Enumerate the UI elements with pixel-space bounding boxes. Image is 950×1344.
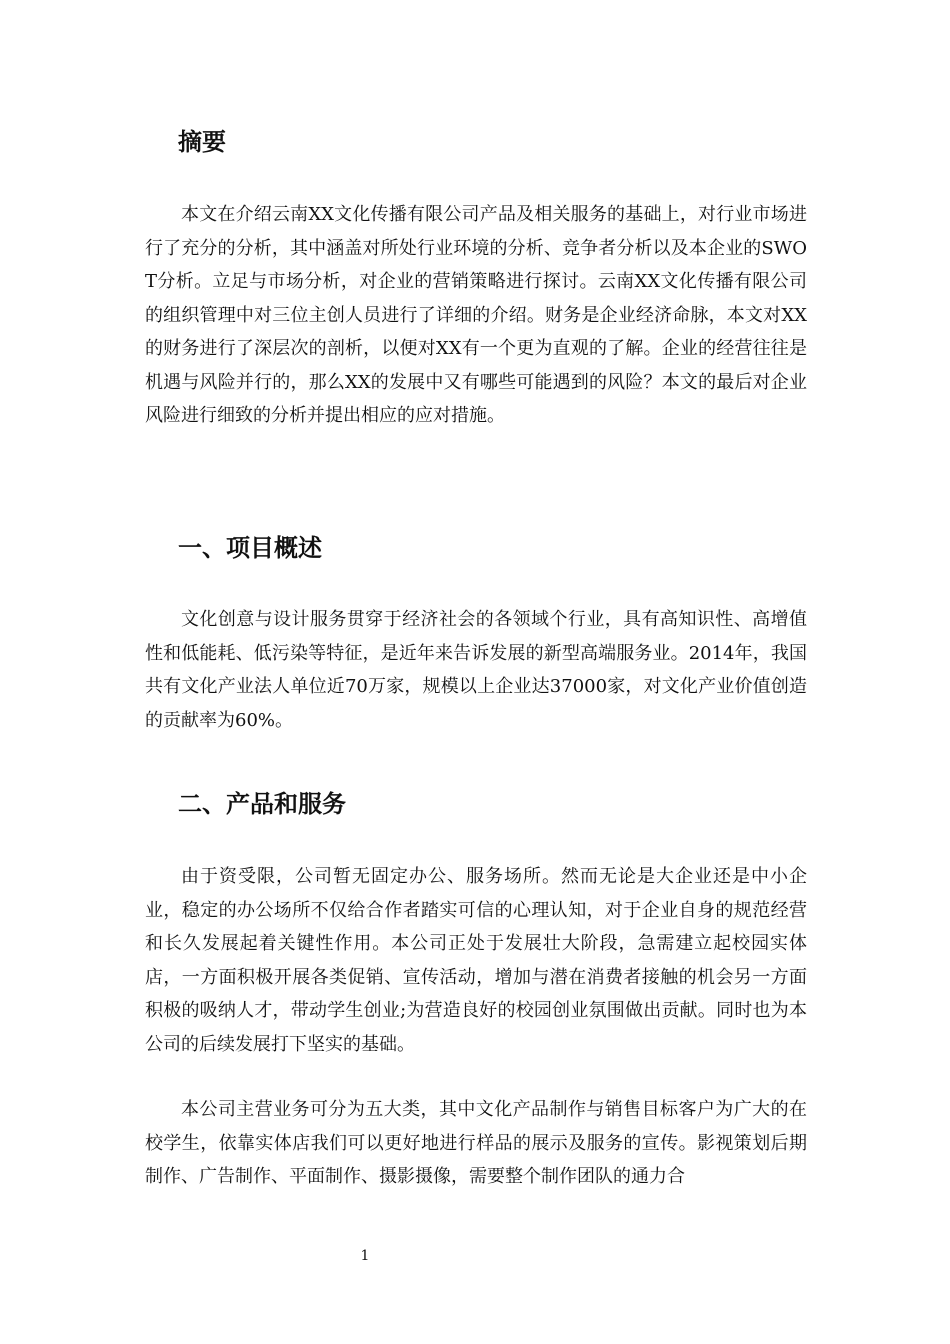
products-heading: 二、产品和服务 xyxy=(178,790,346,818)
overview-paragraph: 文化创意与设计服务贯穿于经济社会的各领域个行业，具有高知识性、高增值性和低能耗、低污染等特征，是近年来告诉发展的新型高端服务业。2014年，我国共有文化产业法人单位近70万家，规模以上企业达37000家，对文化产业价值创造的贡献率为60%。 xyxy=(145,609,807,731)
abstract-paragraph: 本文在介绍云南XX文化传播有限公司产品及相关服务的基础上，对行业市场进行了充分的分析，其中涵盖对所处行业环境的分析、竞争者分析以及本企业的SWOT分析。立足与市场分析，对企业的营销策略进行探讨。云南XX文化传播有限公司的组织管理中对三位主创人员进行了详细的介绍。财务是企业经济命脉，本文对XX的财务进行了深层次的剖析，以便对XX有一个更为直观的了解。企业的经营往往是机遇与风险并行的，那么XX的发展中又有哪些可能遇到的风险？本文的最后对企业风险进行细致的分析并提出相应的应对措施。 xyxy=(145,204,807,426)
page-number: 1 xyxy=(360,1248,370,1264)
products-paragraph-2: 本公司主营业务可分为五大类，其中文化产品制作与销售目标客户为广大的在校学生，依靠实体店我们可以更好地进行样品的展示及服务的宣传。影视策划后期制作、广告制作、平面制作、摄影摄像，需要整个制作团队的通力合 xyxy=(145,1099,807,1187)
abstract-heading: 摘要 xyxy=(178,128,226,156)
products-paragraph-1: 由于资受限，公司暂无固定办公、服务场所。然而无论是大企业还是中小企业，稳定的办公场所不仅给合作者踏实可信的心理认知，对于企业自身的规范经营和长久发展起着关键性作用。本公司正处于发展壮大阶段，急需建立起校园实体店，一方面积极开展各类促销、宣传活动，增加与潜在消费者接触的机会另一方面积极的吸纳人才，带动学生创业;为营造良好的校园创业氛围做出贡献。同时也为本公司的后续发展打下坚实的基础。 xyxy=(145,866,807,1055)
overview-heading: 一、项目概述 xyxy=(178,534,322,562)
